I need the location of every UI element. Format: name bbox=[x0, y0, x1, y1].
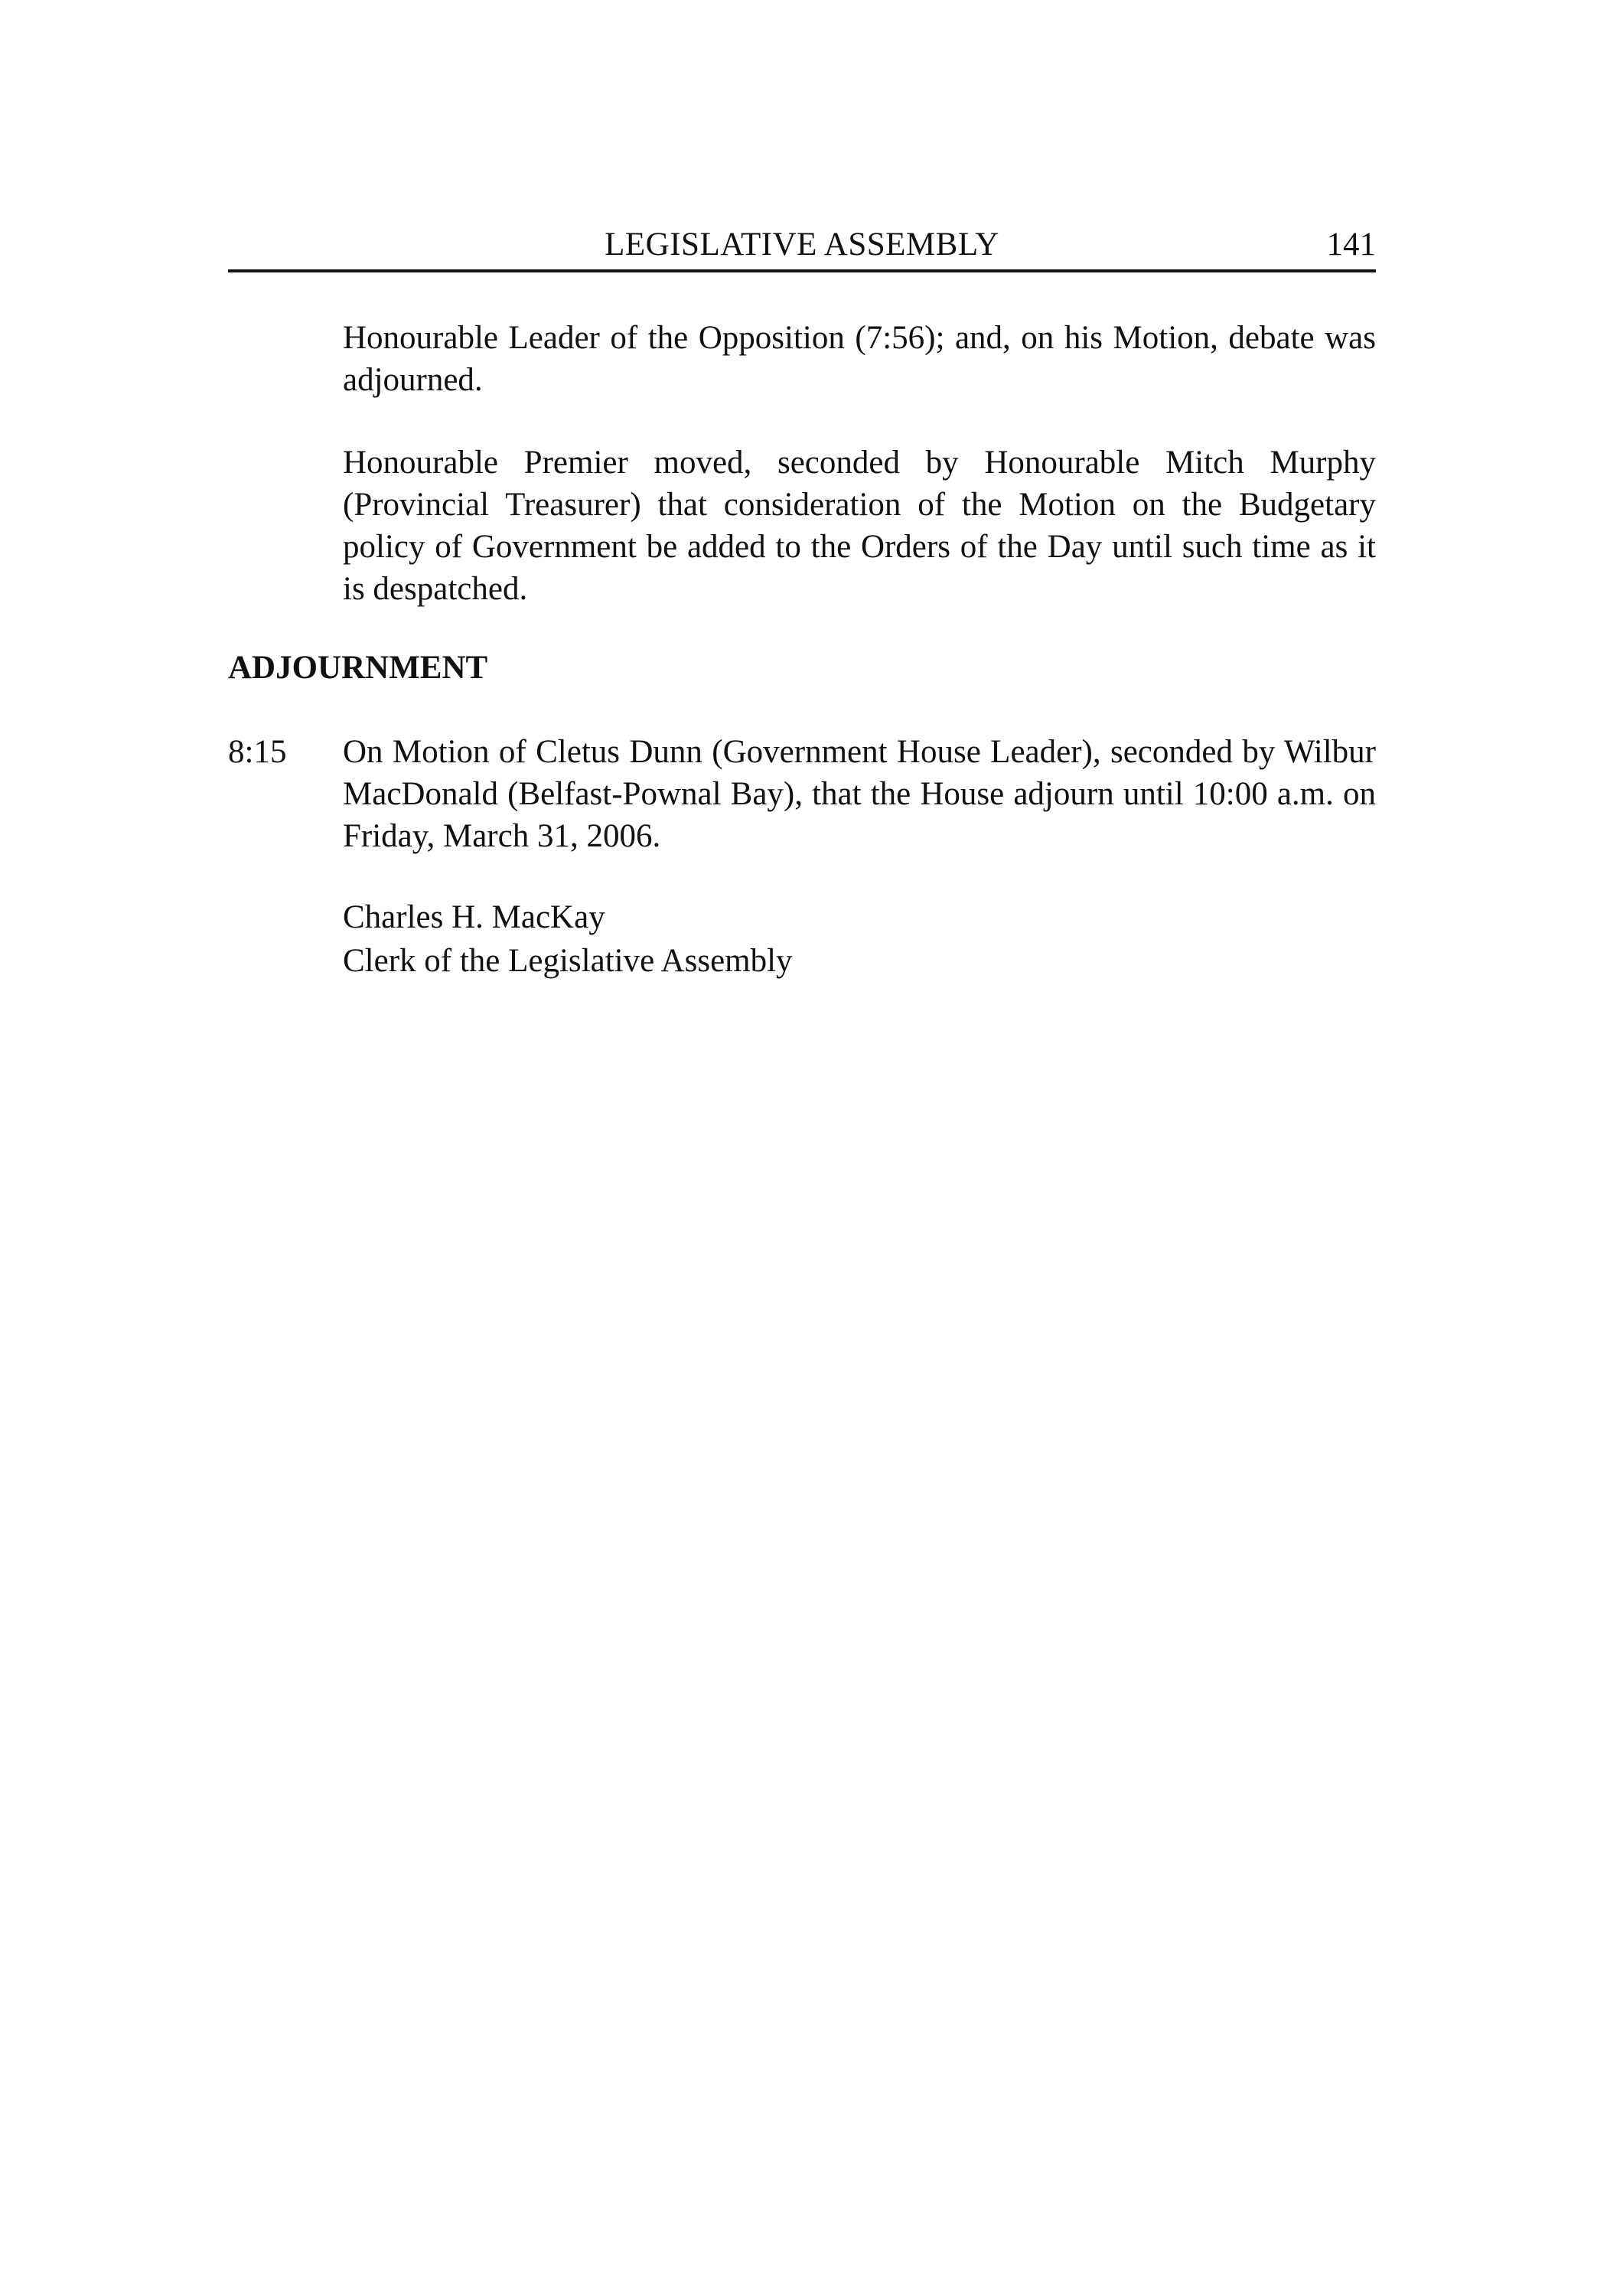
section-heading-adjournment: ADJOURNMENT bbox=[228, 650, 488, 686]
signatory-title: Clerk of the Legislative Assembly bbox=[343, 943, 793, 979]
paragraph-budgetary-motion: Honourable Premier moved, seconded by Honourable Mitch Murphy (Provincial Treasurer) that consideration of the Motion on the Budgetary policy of Government be added to the Orders of the Day until such time as it is despatched. bbox=[343, 445, 1376, 607]
page-number: 141 bbox=[1326, 227, 1376, 263]
signatory-name: Charles H. MacKay bbox=[343, 899, 605, 935]
running-header bbox=[228, 223, 1376, 272]
running-title: LEGISLATIVE ASSEMBLY bbox=[605, 227, 999, 263]
adjournment-time: 8:15 bbox=[228, 734, 287, 770]
paragraph-adjournment-motion: On Motion of Cletus Dunn (Government House Leader), seconded by Wilbur MacDonald (Belfast-Pownal Bay), that the House adjourn until 10:00 a.m. on Friday, March 31, 2006. bbox=[343, 734, 1376, 854]
signature-block bbox=[343, 895, 793, 983]
paragraph-opposition-debate: Honourable Leader of the Opposition (7:56); and, on his Motion, debate was adjourned. bbox=[343, 320, 1376, 398]
